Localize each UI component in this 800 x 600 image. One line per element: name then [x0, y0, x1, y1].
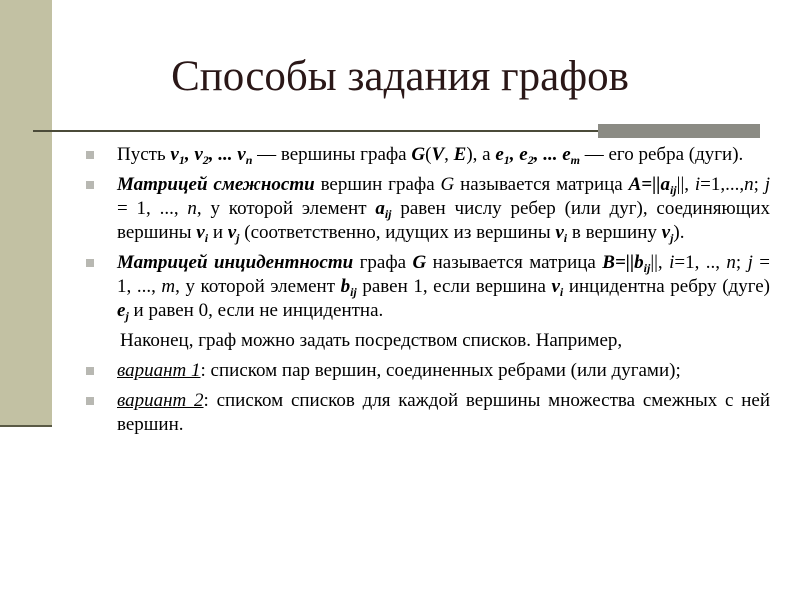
text-segment: ). [673, 222, 685, 243]
text-segment: ), а [466, 144, 496, 165]
title-accent-block [598, 124, 760, 138]
text-segment: e [117, 300, 126, 321]
bullet-text [117, 360, 681, 381]
text-segment: =|| [614, 252, 635, 273]
subscript-text: 1 [503, 153, 510, 168]
text-segment: v [227, 222, 237, 243]
text-segment: вариант 1 [117, 360, 201, 381]
text-segment: V [431, 144, 445, 165]
text-segment: i [669, 252, 675, 273]
text-segment: — вершины графа [252, 144, 412, 165]
text-segment: v [237, 144, 246, 165]
text-segment: называется матрица [454, 174, 629, 195]
text-segment: , ... [533, 144, 563, 165]
subscript-text: i [559, 285, 564, 300]
bullet-variant-1 [86, 359, 770, 383]
text-segment: a [660, 174, 670, 195]
paragraph-text [120, 330, 622, 351]
text-segment: v [194, 144, 203, 165]
text-segment: e [562, 144, 571, 165]
text-segment: j [747, 252, 753, 273]
bullet-text [117, 174, 770, 246]
square-bullet-icon [86, 181, 94, 189]
text-segment: и [208, 222, 228, 243]
text-segment: B [602, 252, 615, 273]
text-segment: = 1, ..., [117, 252, 770, 297]
subscript-text: j [670, 231, 674, 246]
text-segment: ; [753, 174, 765, 195]
text-segment: G [440, 174, 455, 195]
subscript-text: ij [350, 285, 357, 300]
text-segment: v [551, 276, 560, 297]
text-segment: j [764, 174, 770, 195]
text-segment: равен 1, если вершина [356, 276, 552, 297]
text-segment: e [519, 144, 528, 165]
square-bullet-icon [86, 259, 94, 267]
text-segment: n [744, 174, 754, 195]
text-segment: =1,..., [700, 174, 745, 195]
text-segment: G [412, 252, 427, 273]
text-segment: v [196, 222, 205, 243]
text-segment: равен числу ребер (или дуг), соединяющих вершины [117, 198, 770, 243]
text-segment: b [340, 276, 351, 297]
text-segment: , у которой элемент [196, 198, 376, 219]
subscript-text: i [204, 231, 209, 246]
text-segment: , у которой элемент [175, 276, 341, 297]
text-segment: i [694, 174, 701, 195]
text-segment: Пусть [117, 144, 171, 165]
text-segment: ( [425, 144, 432, 165]
text-segment: n [726, 252, 736, 273]
subscript-text: ij [669, 183, 677, 198]
text-segment: и равен 0, если не инцидентна. [128, 300, 384, 321]
paragraph-lists-intro [86, 329, 770, 353]
subscript-text: 2 [202, 153, 209, 168]
text-segment: A [628, 174, 642, 195]
text-segment: e [495, 144, 504, 165]
subscript-text: i [563, 231, 568, 246]
subscript-text: ij [643, 261, 651, 276]
text-segment: (соответственно, идущих из вершины [239, 222, 556, 243]
text-segment: =|| [641, 174, 661, 195]
text-segment: Матрицей инцидентности [117, 252, 354, 273]
text-segment: , [444, 144, 454, 165]
subscript-text: 2 [527, 153, 534, 168]
subscript-text: j [125, 309, 129, 324]
text-segment: n [187, 198, 197, 219]
subscript-text: j [236, 231, 240, 246]
square-bullet-icon [86, 397, 94, 405]
subscript-text: m [570, 153, 580, 168]
text-segment: ||, [650, 252, 670, 273]
left-rule [0, 425, 52, 427]
text-segment: v [170, 144, 179, 165]
text-segment: E [453, 144, 467, 165]
text-segment: — его ребра (дуги). [579, 144, 744, 165]
text-segment: : списком пар вершин, соединенных ребрами (или дугами); [200, 360, 681, 381]
bullet-text [117, 390, 770, 435]
bullet-text [117, 252, 770, 324]
bullet-variant-2 [86, 389, 770, 437]
text-segment: =1, .., [674, 252, 727, 273]
text-segment: вариант 2 [117, 390, 204, 411]
text-segment: ||, [676, 174, 695, 195]
text-segment: m [161, 276, 176, 297]
text-segment: v [661, 222, 671, 243]
text-segment: v [555, 222, 564, 243]
slide-title: Способы задания графов [171, 53, 629, 100]
subscript-text: n [245, 153, 253, 168]
text-segment: : списком списков для каждой вершины множества смежных с ней вершин. [117, 390, 770, 435]
text-segment: , ... [208, 144, 238, 165]
text-segment: Наконец, граф можно задать посредством списков. Например, [120, 330, 623, 351]
text-segment: = 1, ..., [117, 198, 188, 219]
text-segment: , [509, 144, 520, 165]
text-segment: G [411, 144, 426, 165]
text-segment: , [184, 144, 195, 165]
square-bullet-icon [86, 151, 94, 159]
bullet-adjacency-matrix [86, 173, 770, 245]
text-segment: Матрицей смежности [117, 174, 315, 195]
text-segment: называется матрица [426, 252, 603, 273]
bullet-incidence-matrix [86, 251, 770, 323]
text-segment: b [634, 252, 644, 273]
text-segment: графа [353, 252, 413, 273]
bullet-vertices-edges [86, 143, 770, 167]
subscript-text: 1 [178, 153, 185, 168]
bullet-text [117, 144, 744, 168]
slide-content [86, 143, 770, 437]
square-bullet-icon [86, 367, 94, 375]
text-segment: в вершину [567, 222, 662, 243]
text-segment: вершин графа [314, 174, 441, 195]
subscript-text: ij [384, 207, 392, 222]
text-segment: инцидентна ребру (дуге) [563, 276, 770, 297]
text-segment: a [375, 198, 385, 219]
text-segment: ; [735, 252, 748, 273]
